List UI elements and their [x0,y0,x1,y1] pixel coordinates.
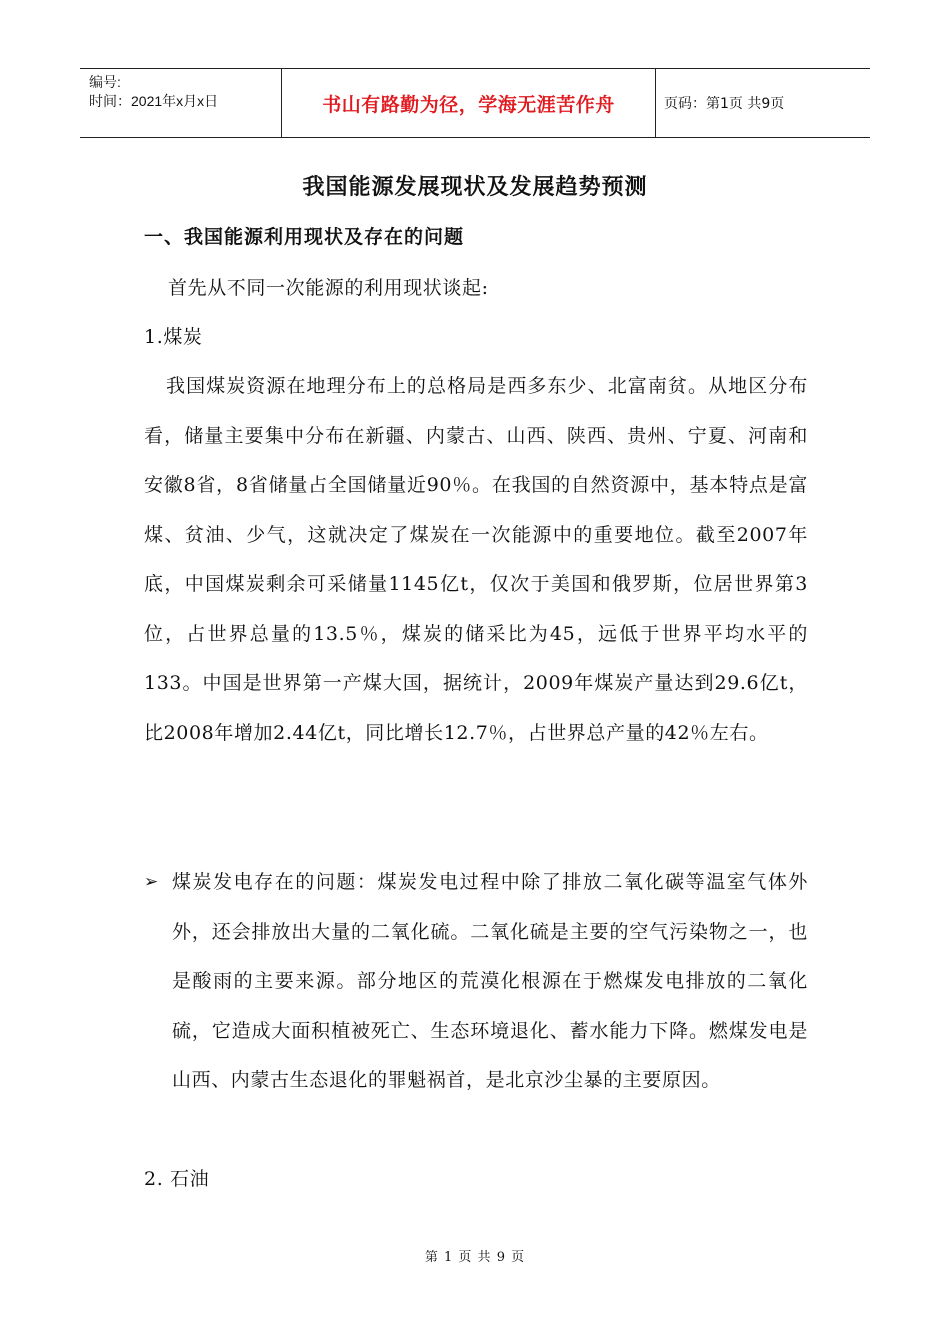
header-motto: 书山有路勤为径，学海无涯苦作舟 [282,69,656,137]
header-table [80,68,870,138]
arrow-bullet-icon: ➢ [144,872,159,892]
section-heading: 一、我国能源利用现状及存在的问题 [144,226,465,248]
serial-number-label: 编号: [89,74,121,90]
subsection-heading-oil: 2. 石油 [144,1168,210,1190]
intro-paragraph: 首先从不同一次能源的利用现状谈起: [168,277,489,299]
bullet-item [144,858,808,1106]
header-meta-cell [80,69,282,137]
subsection-heading-coal: 1.煤炭 [144,326,203,348]
page-footer: 第 1 页 共 9 页 [424,1250,526,1265]
coal-power-issue-text: 煤炭发电存在的问题：煤炭发电过程中除了排放二氧化碳等温室气体外外，还会排放出大量的二氧化硫。二氧化硫是主要的空气污染物之一，也是酸雨的主要来源。部分地区的荒漠化根源在于燃煤发电排放的二氧化硫，它造成大面积植被死亡、生态环境退化、蓄水能力下降。燃煤发电是山西、内蒙古生态退化的罪魁祸首，是北京沙尘暴的主要原因。 [172,871,808,1091]
document-title: 我国能源发展现状及发展趋势预测 [302,175,648,200]
header-page-info: 页码：第1页 共9页 [664,96,785,112]
date-label: 时间：2021年x月x日 [89,93,219,109]
coal-paragraph: 我国煤炭资源在地理分布上的总格局是西多东少、北富南贫。从地区分布看，储量主要集中分布在新疆、内蒙古、山西、陕西、贵州、宁夏、河南和安徽8省，8省储量占全国储量近90％。在我国的自然资源中，基本特点是富煤、贫油、少气，这就决定了煤炭在一次能源中的重要地位。截至2007年底，中国煤炭剩余可采储量1145亿t，仅次于美国和俄罗斯，位居世界第3位，占世界总量的13.5％，煤炭的储采比为45，远低于世界平均水平的133。中国是世界第一产煤大国，据统计，2009年煤炭产量达到29.6亿t，比2008年增加2.44亿t，同比增长12.7％，占世界总产量的42％左右。 [144,375,808,744]
